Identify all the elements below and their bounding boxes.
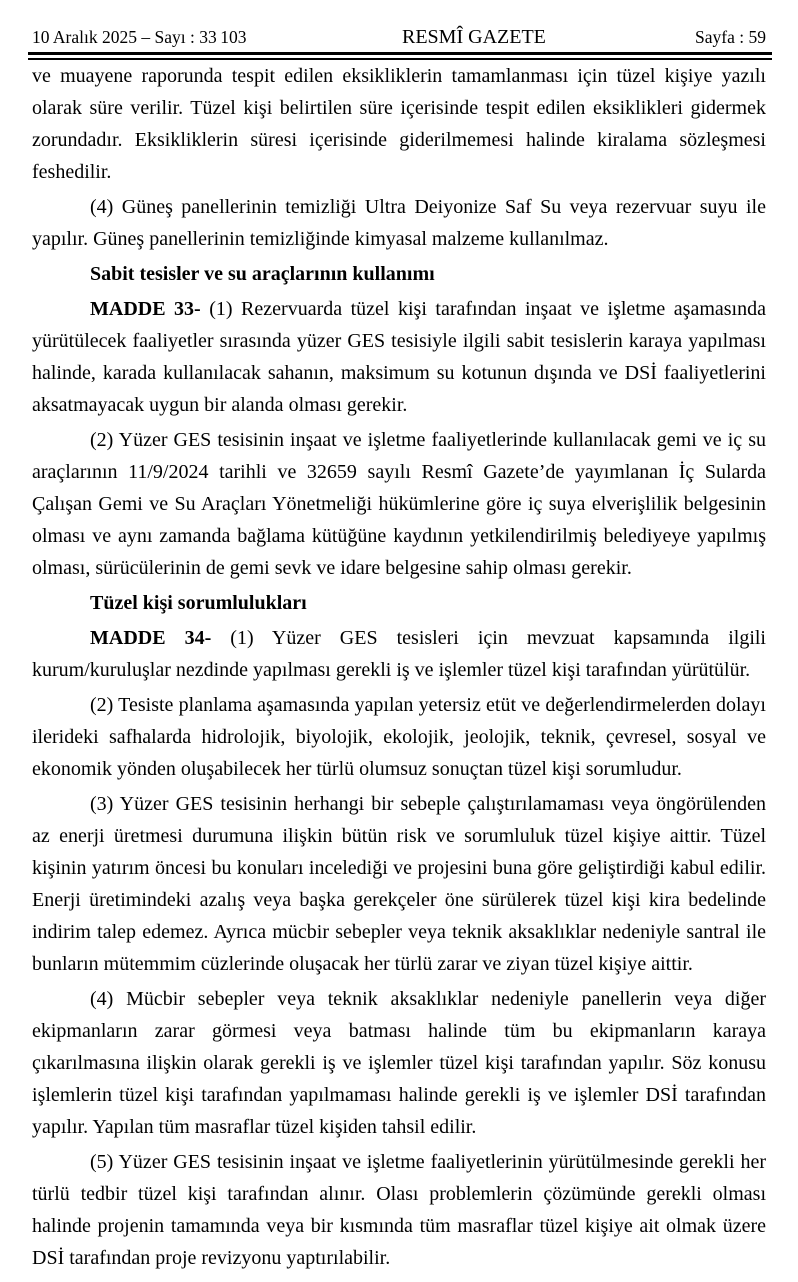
section-heading-sabit-tesisler: Sabit tesisler ve su araçlarının kullanımı	[90, 263, 435, 285]
paragraph-4-temizlik: (4) Güneş panellerinin temizliği Ultra Deiyonize Saf Su veya rezervuar suyu ile yapılır. Güneş panellerinin temizliğinde kimyasal malzeme kullanılmaz.	[32, 196, 766, 250]
madde-33-paragraph	[32, 293, 766, 421]
madde-33-text: (1) Rezervuarda tüzel kişi tarafından inşaat ve işletme aşamasında yürütülecek faaliyetler sırasında yüzer GES tesisiyle ilgili sabit tesislerin karaya yapılması halinde, karada kullanılacak sahanın, maksimum su kotunun dışında ve DSİ faaliyetlerini aksatmayacak uygun bir alanda olması gerekir.	[32, 298, 766, 416]
madde-33-fikra-2: (2) Yüzer GES tesisinin inşaat ve işletme faaliyetlerinde kullanılacak gemi ve iç su araçlarının 11/9/2024 tarihli ve 32659 sayılı Resmî Gazete’de yayımlanan İç Sularda Çalışan Gemi ve Su Araçları Yönetmeliği hükümlerine göre iç suya elverişlilik belgesinin olması ve aynı zamanda bağlama kütüğüne kaydının yetkilendirilmiş belediyeye yapılmış olması, sürücülerinin de gemi sevk ve idare belgesine sahip olması gerekir.	[32, 429, 766, 579]
madde-34-fikra-5: (5) Yüzer GES tesisinin inşaat ve işletme faaliyetlerinin yürütülmesinde gerekli her türlü tedbir tüzel kişi tarafından alınır. Olası problemlerin çözümünde gerekli olması halinde projenin tamamında veya bir kısmında tüm masraflar tüzel kişiye ait olmak üzere DSİ tarafından proje revizyonu yaptırılabilir.	[32, 1151, 766, 1269]
header-date-issue: 10 Aralık 2025 – Sayı : 33 103	[32, 27, 247, 47]
section-heading-tuzel-kisi: Tüzel kişi sorumlulukları	[90, 592, 307, 614]
madde-34-fikra-2: (2) Tesiste planlama aşamasında yapılan yetersiz etüt ve değerlendirmelerden dolayı ilerideki safhalarda hidrolojik, biyolojik, ekolojik, jeolojik, teknik, çevresel, sosyal ve ekonomik yönden oluşabilecek her türlü olumsuz sonuçtan tüzel kişi sorumludur.	[32, 694, 766, 780]
continuation-paragraph: ve muayene raporunda tespit edilen eksikliklerin tamamlanması için tüzel kişiye yazılı olarak süre verilir. Tüzel kişi belirtilen süre içerisinde tespit edilen eksiklikleri gidermek zorundadır. Eksikliklerin süresi içerisinde giderilmemesi halinde kiralama sözleşmesi feshedilir.	[32, 65, 766, 183]
header-double-rule	[28, 52, 772, 60]
madde-34-fikra-3: (3) Yüzer GES tesisinin herhangi bir sebeple çalıştırılamaması veya öngörülenden az enerji üretmesi durumuna ilişkin bütün risk ve sorumluluk tüzel kişiye aittir. Tüzel kişinin yatırım öncesi bu konuları incelediği ve projesini buna göre geliştirdiği kabul edilir. Enerji üretimindeki azalış veya başka gerekçeler öne sürülerek tüzel kişi kira bedelinde indirim talep edemez. Ayrıca mücbir sebepler veya teknik aksaklıklar nedeniyle santral ile bunların mütemmim cüzlerinde oluşacak her türlü zarar ve ziyan tüzel kişiye aittir.	[32, 793, 766, 975]
madde-34-fikra-4: (4) Mücbir sebepler veya teknik aksaklıklar nedeniyle panellerin veya diğer ekipmanların zarar görmesi veya batması halinde tüm bu ekipmanların karaya çıkarılmasına ilişkin olarak gerekli iş ve işlemler tüzel kişi tarafından yapılır. Söz konusu işlemlerin tüzel kişi tarafından yapılmaması halinde gerekli iş ve işlemler DSİ tarafından yapılır. Yapılan tüm masraflar tüzel kişiden tahsil edilir.	[32, 988, 766, 1138]
madde-34-text: (1) Yüzer GES tesisleri için mevzuat kapsamında ilgili kurum/kuruluşlar nezdinde yapılması gerekli iş ve işlemler tüzel kişi tarafından yürütülür.	[32, 627, 766, 681]
madde-33-label: MADDE 33-	[90, 298, 201, 320]
header-gazette-title: RESMÎ GAZETE	[402, 26, 546, 48]
madde-34-label: MADDE 34-	[90, 627, 212, 649]
header-page-number: Sayfa : 59	[695, 27, 766, 47]
madde-34-paragraph	[32, 622, 766, 686]
document-body	[32, 60, 766, 1274]
